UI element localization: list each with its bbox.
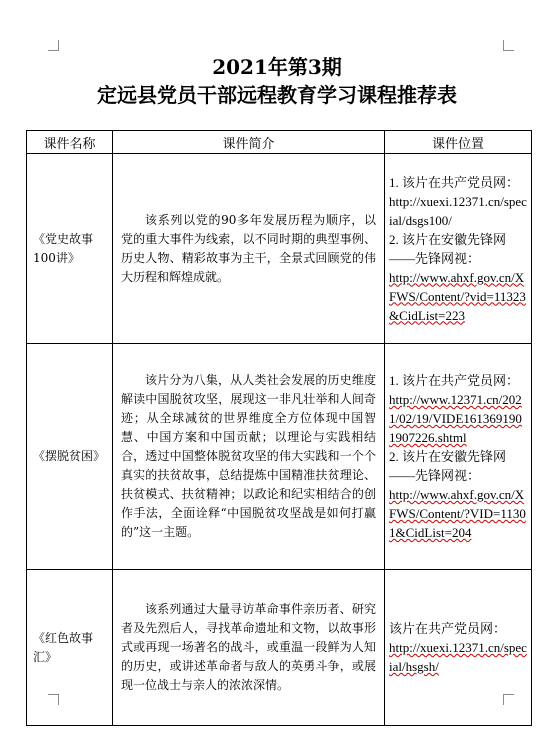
location-note: 1. 该片在共产党员网： — [389, 174, 520, 190]
header-course-name: 课件名称 — [27, 131, 113, 154]
location-link[interactable]: http://www.12371.cn/2021/02/19/VIDE1613691901907226.shtml — [389, 392, 522, 445]
course-intro: 该片分为八集，从人类社会发展的历史维度解读中国脱贫攻坚，展现这一非凡壮举和人间奇迹；从全球减贫的世界维度全方位体现中国智慧、中国方案和中国贡献；以理论与实践相结合，透过中国整体脱贫攻坚的伟大实践和一个个真实的扶贫故事，总结提炼中国精准扶贫理论、扶贫模式、扶贫精神；以政论和纪实相结合的创作手法，全面诠释“中国脱贫攻坚战是如何打赢的”这一主题。 — [113, 344, 385, 570]
table-row — [27, 570, 532, 726]
course-name: 《党史故事100讲》 — [27, 154, 113, 344]
course-name: 《红色故事汇》 — [27, 570, 113, 726]
location-note: 2. 该片在安徽先锋网——先锋网视： — [389, 231, 507, 266]
table-header-row — [27, 131, 532, 154]
crop-mark-top-right — [503, 40, 514, 51]
document-title: 定远县党员干部远程教育学习课程推荐表 — [97, 83, 457, 107]
course-location — [385, 344, 532, 570]
course-intro: 该系列以党的90多年发展历程为顺序，以党的重大事件为线索，以不同时期的典型事例、历史人物、精彩故事为主干，全景式回顾党的伟大历程和辉煌成就。 — [113, 154, 385, 344]
course-table — [26, 130, 532, 726]
course-location — [385, 154, 532, 344]
course-name: 《摆脱贫困》 — [27, 344, 113, 570]
location-link[interactable]: http://xuexi.12371.cn/special/dsgs100/ — [389, 193, 527, 228]
location-note: 1. 该片在共产党员网： — [389, 373, 520, 388]
course-intro: 该系列通过大量寻访革命事件亲历者、研究者及先烈后人，寻找革命遗址和文物，以故事形式或再现一场著名的战斗，或重温一段鲜为人知的历史，或讲述革命者与敌人的英勇斗争，或展现一位战士与亲人的浓浓深情。 — [113, 570, 385, 726]
location-note: 该片在共产党员网： — [389, 621, 507, 636]
location-link[interactable]: http://www.ahxf.gov.cn/XFWS/Content/?VID=11301&CidList=204 — [389, 487, 526, 540]
table-row — [27, 344, 532, 570]
course-location — [385, 570, 532, 726]
location-link[interactable]: http://xuexi.12371.cn/special/hsgsh/ — [389, 640, 527, 674]
header-course-intro: 课件简介 — [113, 131, 385, 154]
location-note: 2. 该片在安徽先锋网——先锋网视： — [389, 449, 507, 483]
header-course-location: 课件位置 — [385, 131, 532, 154]
table-row — [27, 154, 532, 344]
document-title-issue: 2021年第3期 — [212, 55, 342, 79]
crop-mark-top-left — [48, 40, 59, 51]
location-link[interactable]: http://www.ahxf.gov.cn/XFWS/Content/?vid=11323&CidList=223 — [389, 269, 526, 323]
